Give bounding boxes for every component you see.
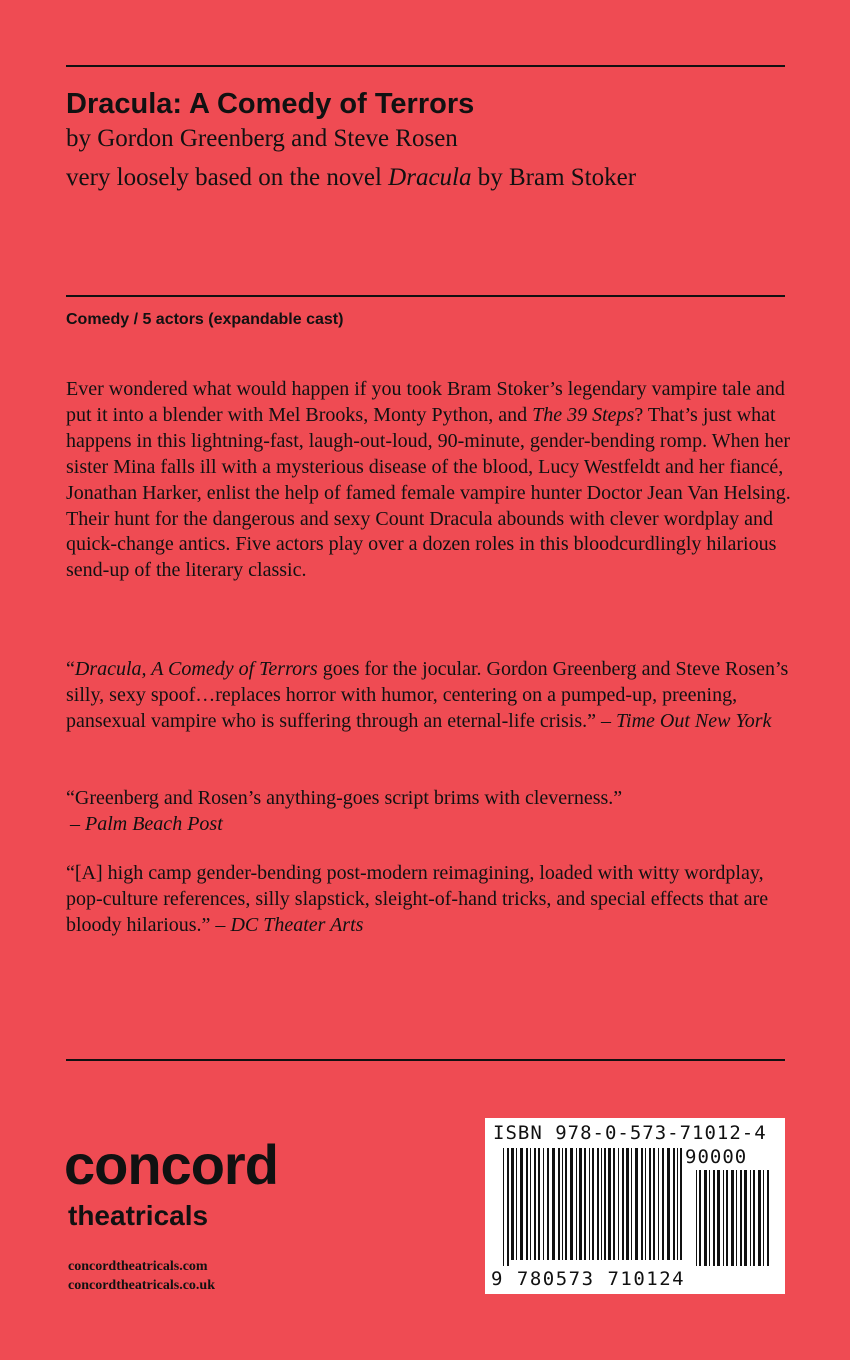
barcode-bar [601, 1148, 602, 1260]
barcode-addon-bar [740, 1170, 742, 1266]
barcode-bar [565, 1148, 567, 1260]
barcode-bars [501, 1148, 771, 1268]
quote-2-source: Palm Beach Post [85, 812, 223, 835]
barcode-digits: 9 780573 710124 [491, 1268, 686, 1290]
barcode-bar [547, 1148, 549, 1260]
synopsis-italic: The 39 Steps [532, 403, 635, 426]
barcode-bar [534, 1148, 536, 1260]
barcode-bar [579, 1148, 582, 1260]
barcode-bar [622, 1148, 624, 1260]
quote-1-italic: Dracula, A Comedy of Terrors [74, 658, 318, 680]
barcode-bar [667, 1148, 670, 1260]
basis-line [66, 164, 636, 192]
barcode-addon-bar [713, 1170, 715, 1266]
quote-1-source: Time Out New York [616, 709, 772, 732]
barcode-bar [558, 1148, 560, 1260]
barcode-addon-bar [709, 1170, 710, 1266]
quote-2-dash: – [70, 812, 85, 835]
isbn-barcode [485, 1118, 785, 1294]
review-quote-2 [66, 786, 796, 838]
barcode-bar [608, 1148, 611, 1260]
top-rule [66, 65, 785, 67]
barcode-addon-bar [736, 1170, 737, 1266]
book-title: Dracula: A Comedy of Terrors [66, 88, 475, 120]
barcode-bar [538, 1148, 540, 1260]
bottom-rule [66, 1059, 785, 1061]
barcode-addon-bar [767, 1170, 769, 1266]
barcode-bar [526, 1148, 528, 1260]
barcode-addon-bar [726, 1170, 728, 1266]
barcode-bar [631, 1148, 632, 1260]
barcode-bar [592, 1148, 594, 1260]
divider-rule [66, 295, 785, 297]
barcode-bar [618, 1148, 619, 1260]
barcode-addon-bar [753, 1170, 755, 1266]
barcode-bar [507, 1148, 509, 1266]
barcode-addon-bar [731, 1170, 734, 1266]
genre-cast-line: Comedy / 5 actors (expandable cast) [66, 311, 344, 328]
barcode-bar [511, 1148, 514, 1260]
barcode-addon-bar [763, 1170, 764, 1266]
barcode-bar [677, 1148, 678, 1260]
barcode-bar [562, 1148, 563, 1260]
basis-prefix: very loosely based on the novel [66, 164, 389, 191]
quote-3-source: DC Theater Arts [230, 913, 364, 936]
barcode-bar [584, 1148, 586, 1260]
barcode-bar [653, 1148, 655, 1260]
byline: by Gordon Greenberg and Steve Rosen [66, 125, 458, 152]
publisher-logo-concord: concord [64, 1133, 278, 1196]
barcode-addon-bar [744, 1170, 747, 1266]
barcode-bar [597, 1148, 599, 1260]
quote-3-text: “[A] high camp gender-bending post-modern reimagining, loaded with witty wordplay, pop-culture references, silly slapstick, sleight-of-hand tricks, and special effects that are bloody hilarious.” – [66, 862, 769, 936]
barcode-bar [552, 1148, 555, 1260]
publisher-logo-theatricals: theatricals [68, 1200, 209, 1231]
barcode-addon-bar [696, 1170, 697, 1266]
barcode-bar [673, 1148, 675, 1260]
synopsis-part-2: ? That’s just what happens in this lightning-fast, laugh-out-loud, 90-minute, gender-bending romp. When her sister Mina falls ill with a mysterious disease of the blood, Lucy Westfeldt and her fiancé, Jonathan Harker, enlist the help of famed female vampire hunter Doctor Jean Van Helsing. Their hunt for the dangerous and sexy Count Dracula abounds with clever wordplay and quick-change antics. Five actors play over a dozen roles in this bloodcurdlingly hilarious send-up of the literary classic. [66, 403, 791, 582]
barcode-bar [503, 1148, 504, 1266]
barcode-bar [520, 1148, 523, 1260]
barcode-bar [576, 1148, 577, 1260]
barcode-bar [589, 1148, 590, 1260]
barcode-bar [626, 1148, 629, 1260]
barcode-addon-bar [699, 1170, 701, 1266]
barcode-bar [658, 1148, 659, 1260]
barcode-bar [570, 1148, 573, 1260]
price-code: 90000 [685, 1146, 748, 1168]
basis-suffix: by Bram Stoker [471, 164, 637, 191]
quote-1-text: goes for the jocular. Gordon Greenberg and Steve Rosen’s silly, sexy spoof…replaces horror with humor, centering on a pumped-up, preening, pansexual vampire who is suffering through an eternal-life crisis.” – [66, 658, 789, 732]
barcode-bar [680, 1148, 682, 1260]
barcode-bar [604, 1148, 606, 1260]
barcode-addon-bar [758, 1170, 761, 1266]
barcode-addon-bar [723, 1170, 724, 1266]
barcode-bar [516, 1148, 517, 1260]
barcode-bar [641, 1148, 643, 1260]
synopsis-part-1: Ever wondered what would happen if you took Bram Stoker’s legendary vampire tale and put it into a blender with Mel Brooks, Monty Python, and [66, 378, 785, 426]
review-quote-3 [66, 861, 796, 939]
barcode-bar [543, 1148, 544, 1260]
barcode-bar [662, 1148, 664, 1260]
barcode-bar [645, 1148, 646, 1260]
quote-1-open: “ [66, 658, 75, 680]
publisher-url-uk[interactable]: concordtheatricals.co.uk [68, 1278, 215, 1293]
isbn-text: ISBN 978-0-573-71012-4 [493, 1122, 767, 1144]
barcode-bar [649, 1148, 651, 1260]
quote-2-text: “Greenberg and Rosen’s anything-goes script brims with cleverness.” [66, 787, 623, 809]
barcode-bar [613, 1148, 615, 1260]
publisher-url-us[interactable]: concordtheatricals.com [68, 1259, 208, 1274]
synopsis [66, 377, 796, 584]
barcode-bar [635, 1148, 638, 1260]
review-quote-1 [66, 657, 796, 735]
barcode-addon-bar [704, 1170, 707, 1266]
barcode-addon-bar [750, 1170, 751, 1266]
barcode-bar [530, 1148, 531, 1260]
barcode-addon-bar [717, 1170, 720, 1266]
basis-title: Dracula [388, 164, 472, 191]
